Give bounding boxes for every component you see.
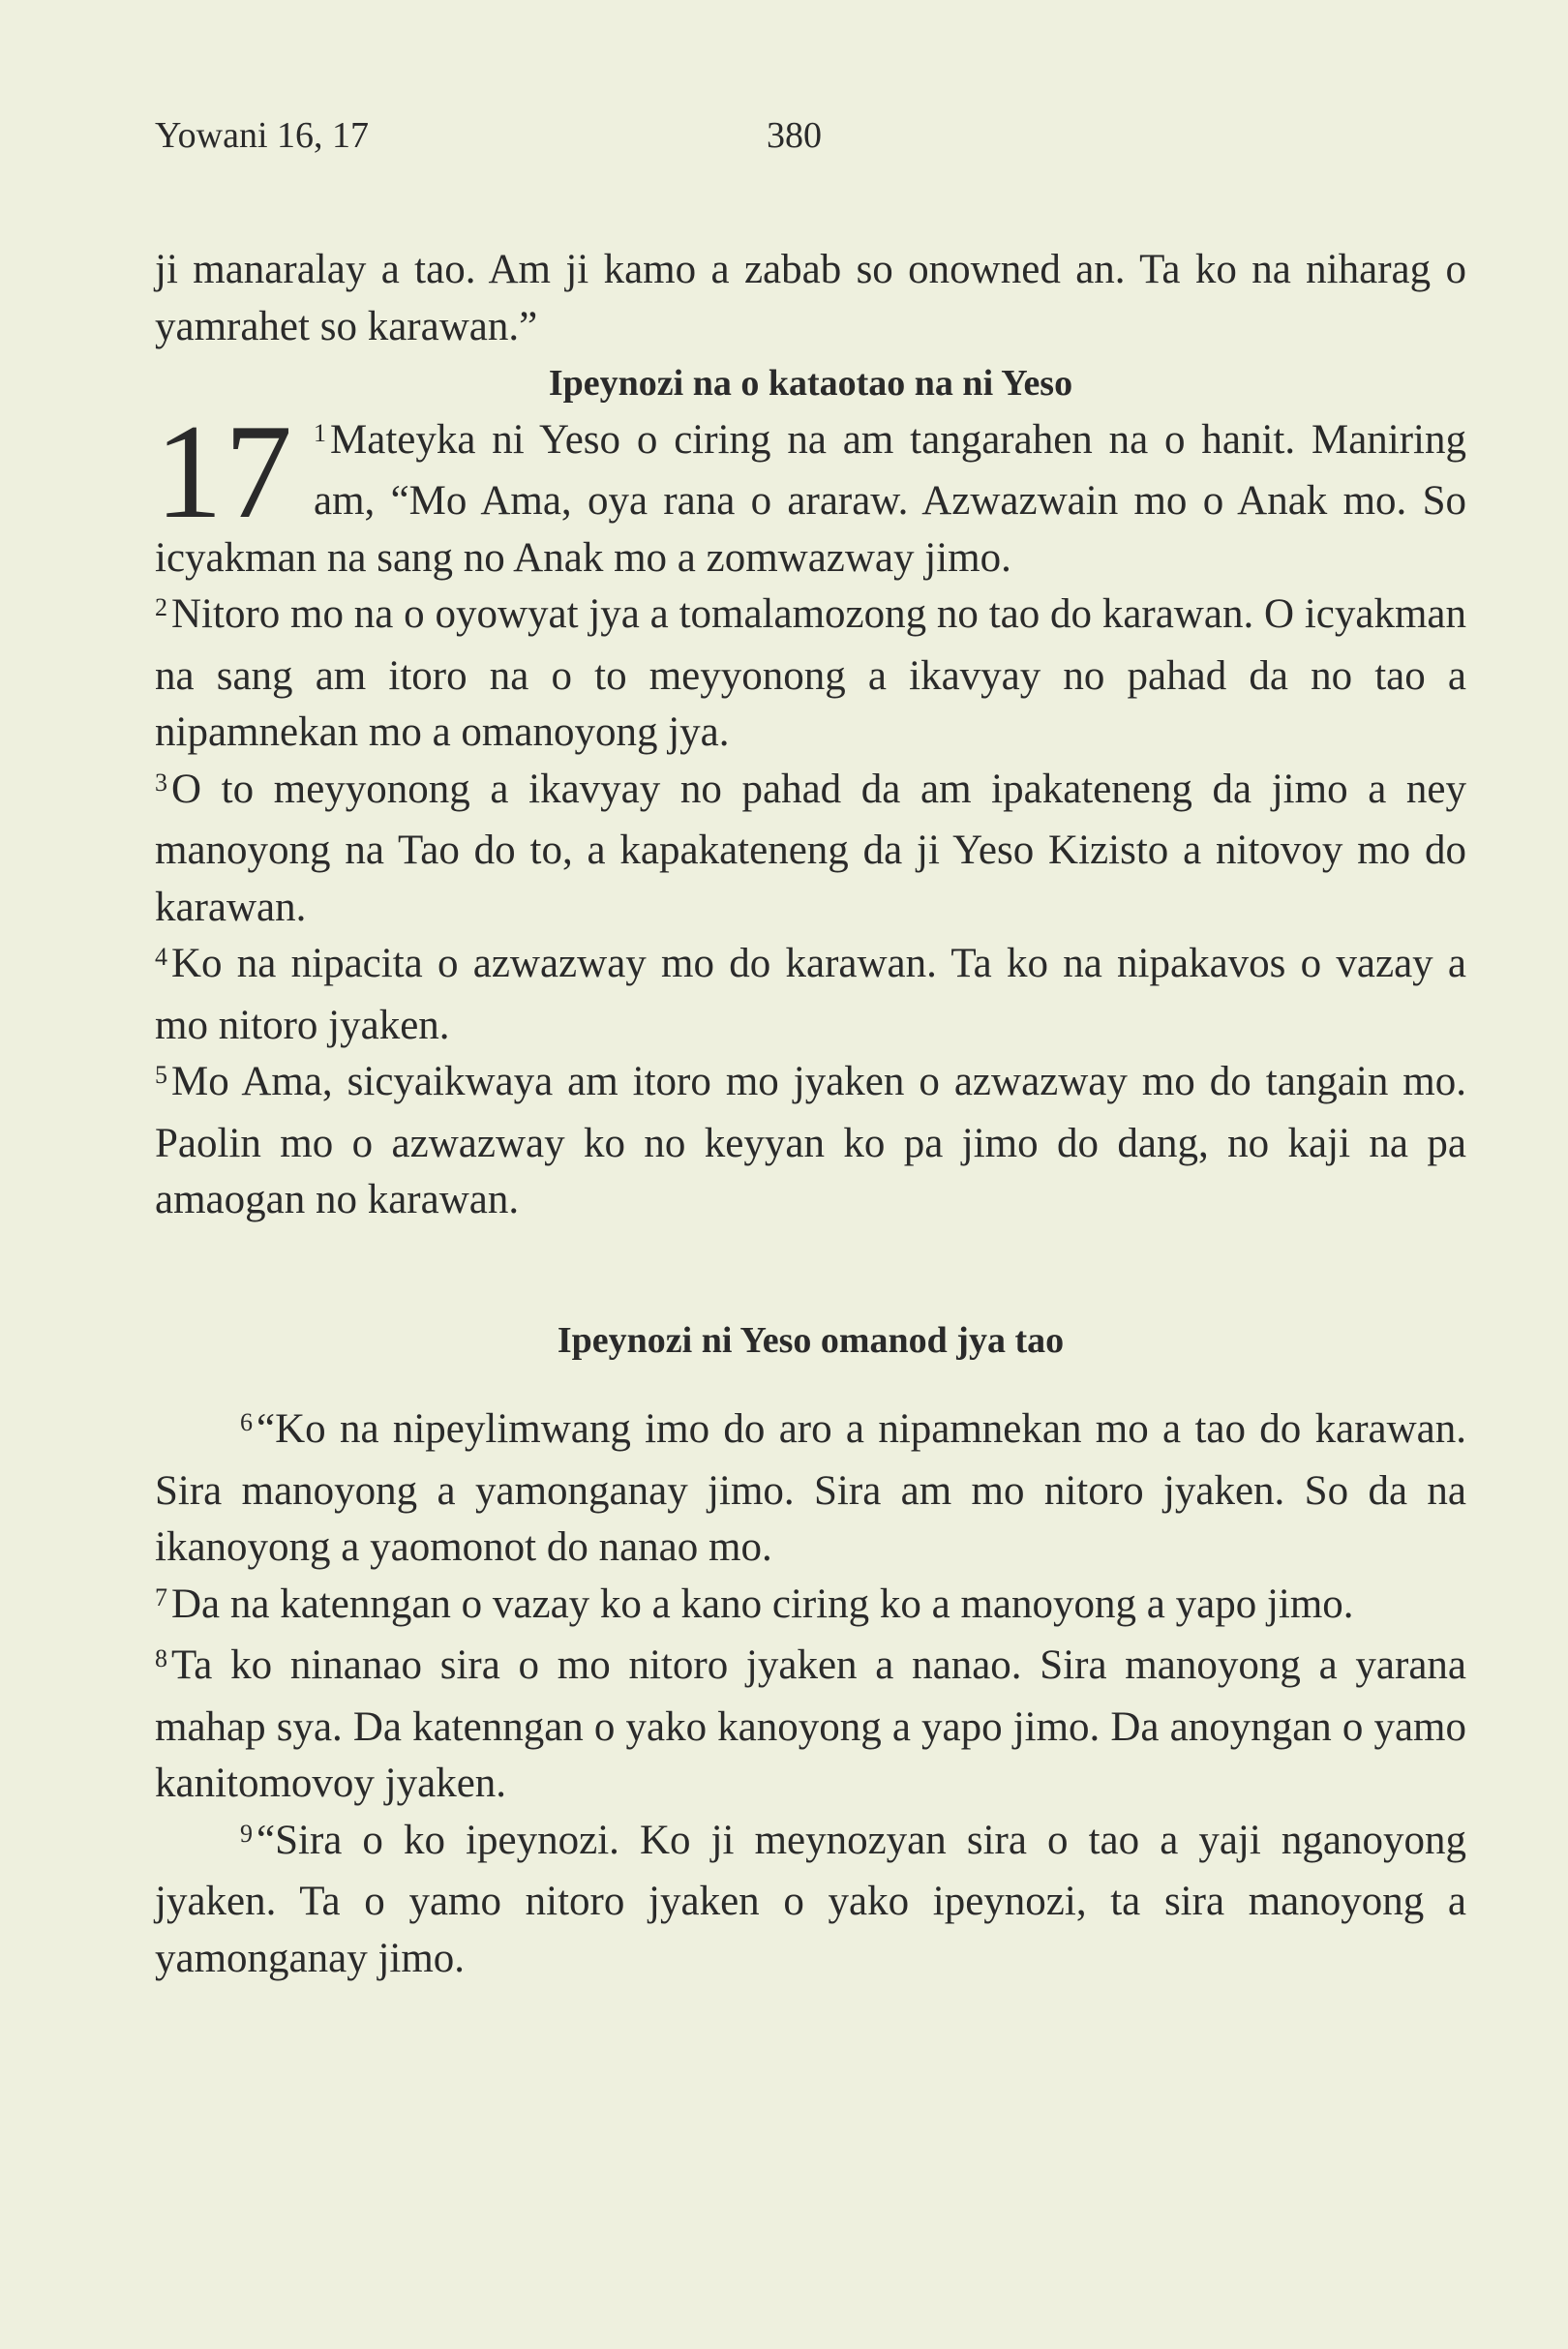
- verse-9: [155, 1813, 1466, 1988]
- verse-text: Mateyka ni Yeso o ciring na am tangarahen na o hanit. Maniring am, “Mo Ama, oya rana o araraw. Azwazwain mo o Anak mo. So icyakman na sang no Anak mo a zomwazway jimo.: [155, 416, 1466, 581]
- verse-4: [155, 936, 1466, 1054]
- book-page: [155, 106, 1466, 1987]
- verse-number: 7: [155, 1582, 167, 1611]
- verse-text: O to meyyonong a ikavyay no pahad da am ipakateneng da jimo a ney manoyong na Tao do to, a kapakateneng da ji Yeso Kizisto a nitovoy mo do karawan.: [155, 766, 1466, 930]
- verse-number: 5: [155, 1061, 167, 1089]
- section-heading: Ipeynozi na o kataotao na ni Yeso: [548, 363, 1073, 404]
- verse-number: 6: [240, 1408, 253, 1436]
- verse-8: [155, 1638, 1466, 1813]
- verse-3: [155, 762, 1466, 937]
- paragraph-text: ji manaralay a tao. Am ji kamo a zabab so onowned an. Ta ko na niharag o yamrahet so karawan.”: [155, 247, 1466, 349]
- verse-2: [155, 587, 1466, 762]
- verse-1: [155, 396, 1466, 587]
- verse-number: 8: [155, 1644, 167, 1672]
- verse-number: 2: [155, 593, 167, 621]
- section-heading: Ipeynozi ni Yeso omanod jya tao: [557, 1319, 1065, 1361]
- verse-text: Ta ko ninanao sira o mo nitoro jyaken a nanao. Sira manoyong a yarana mahap sya. Da katenngan o yako kanoyong a yapo jimo. Da anoyngan o yamo kanitomovoy jyaken.: [155, 1642, 1466, 1806]
- verse-text: Ko na nipacita o azwazway mo do karawan. Ta ko na nipakavos o vazay a mo nitoro jyaken.: [155, 941, 1466, 1048]
- paragraph-continuation: [155, 242, 1466, 355]
- verse-number: 1: [314, 418, 326, 447]
- verse-text: Mo Ama, sicyaikwaya am itoro mo jyaken o azwazway mo do tangain mo. Paolin mo o azwazway ko no keyyan ko pa jimo do dang, no kaji na pa amaogan no karawan.: [155, 1059, 1466, 1222]
- verse-7: [155, 1577, 1466, 1639]
- verse-6: [155, 1401, 1466, 1577]
- page-number: 380: [767, 115, 822, 156]
- verse-text: “Sira o ko ipeynozi. Ko ji meynozyan sira o tao a yaji nganoyong jyaken. Ta o yamo nitoro jyaken o yako ipeynozi, ta sira manoyong a yamonganay jimo.: [155, 1817, 1466, 1981]
- page-header: [155, 106, 1466, 165]
- chapter-number: 17: [155, 396, 294, 547]
- verse-5: [155, 1054, 1466, 1229]
- verse-number: 9: [240, 1819, 253, 1848]
- verse-text: Nitoro mo na o oyowyat jya a tomalamozong no tao do karawan. O icyakman na sang am itoro na o to meyyonong a ikavyay no pahad da no tao a nipamnekan mo a omanoyong jya.: [155, 591, 1466, 755]
- verse-number: 3: [155, 768, 167, 797]
- verse-number: 4: [155, 943, 167, 971]
- page-body: [155, 242, 1466, 1987]
- verse-text: “Ko na nipeylimwang imo do aro a nipamnekan mo a tao do karawan. Sira manoyong a yamonganay jimo. Sira am mo nitoro jyaken. So da na ikanoyong a yaomonot do nanao mo.: [155, 1406, 1466, 1570]
- running-title: Yowani 16, 17: [155, 115, 370, 156]
- verse-text: Da na katenngan o vazay ko a kano ciring ko a manoyong a yapo jimo.: [171, 1581, 1354, 1627]
